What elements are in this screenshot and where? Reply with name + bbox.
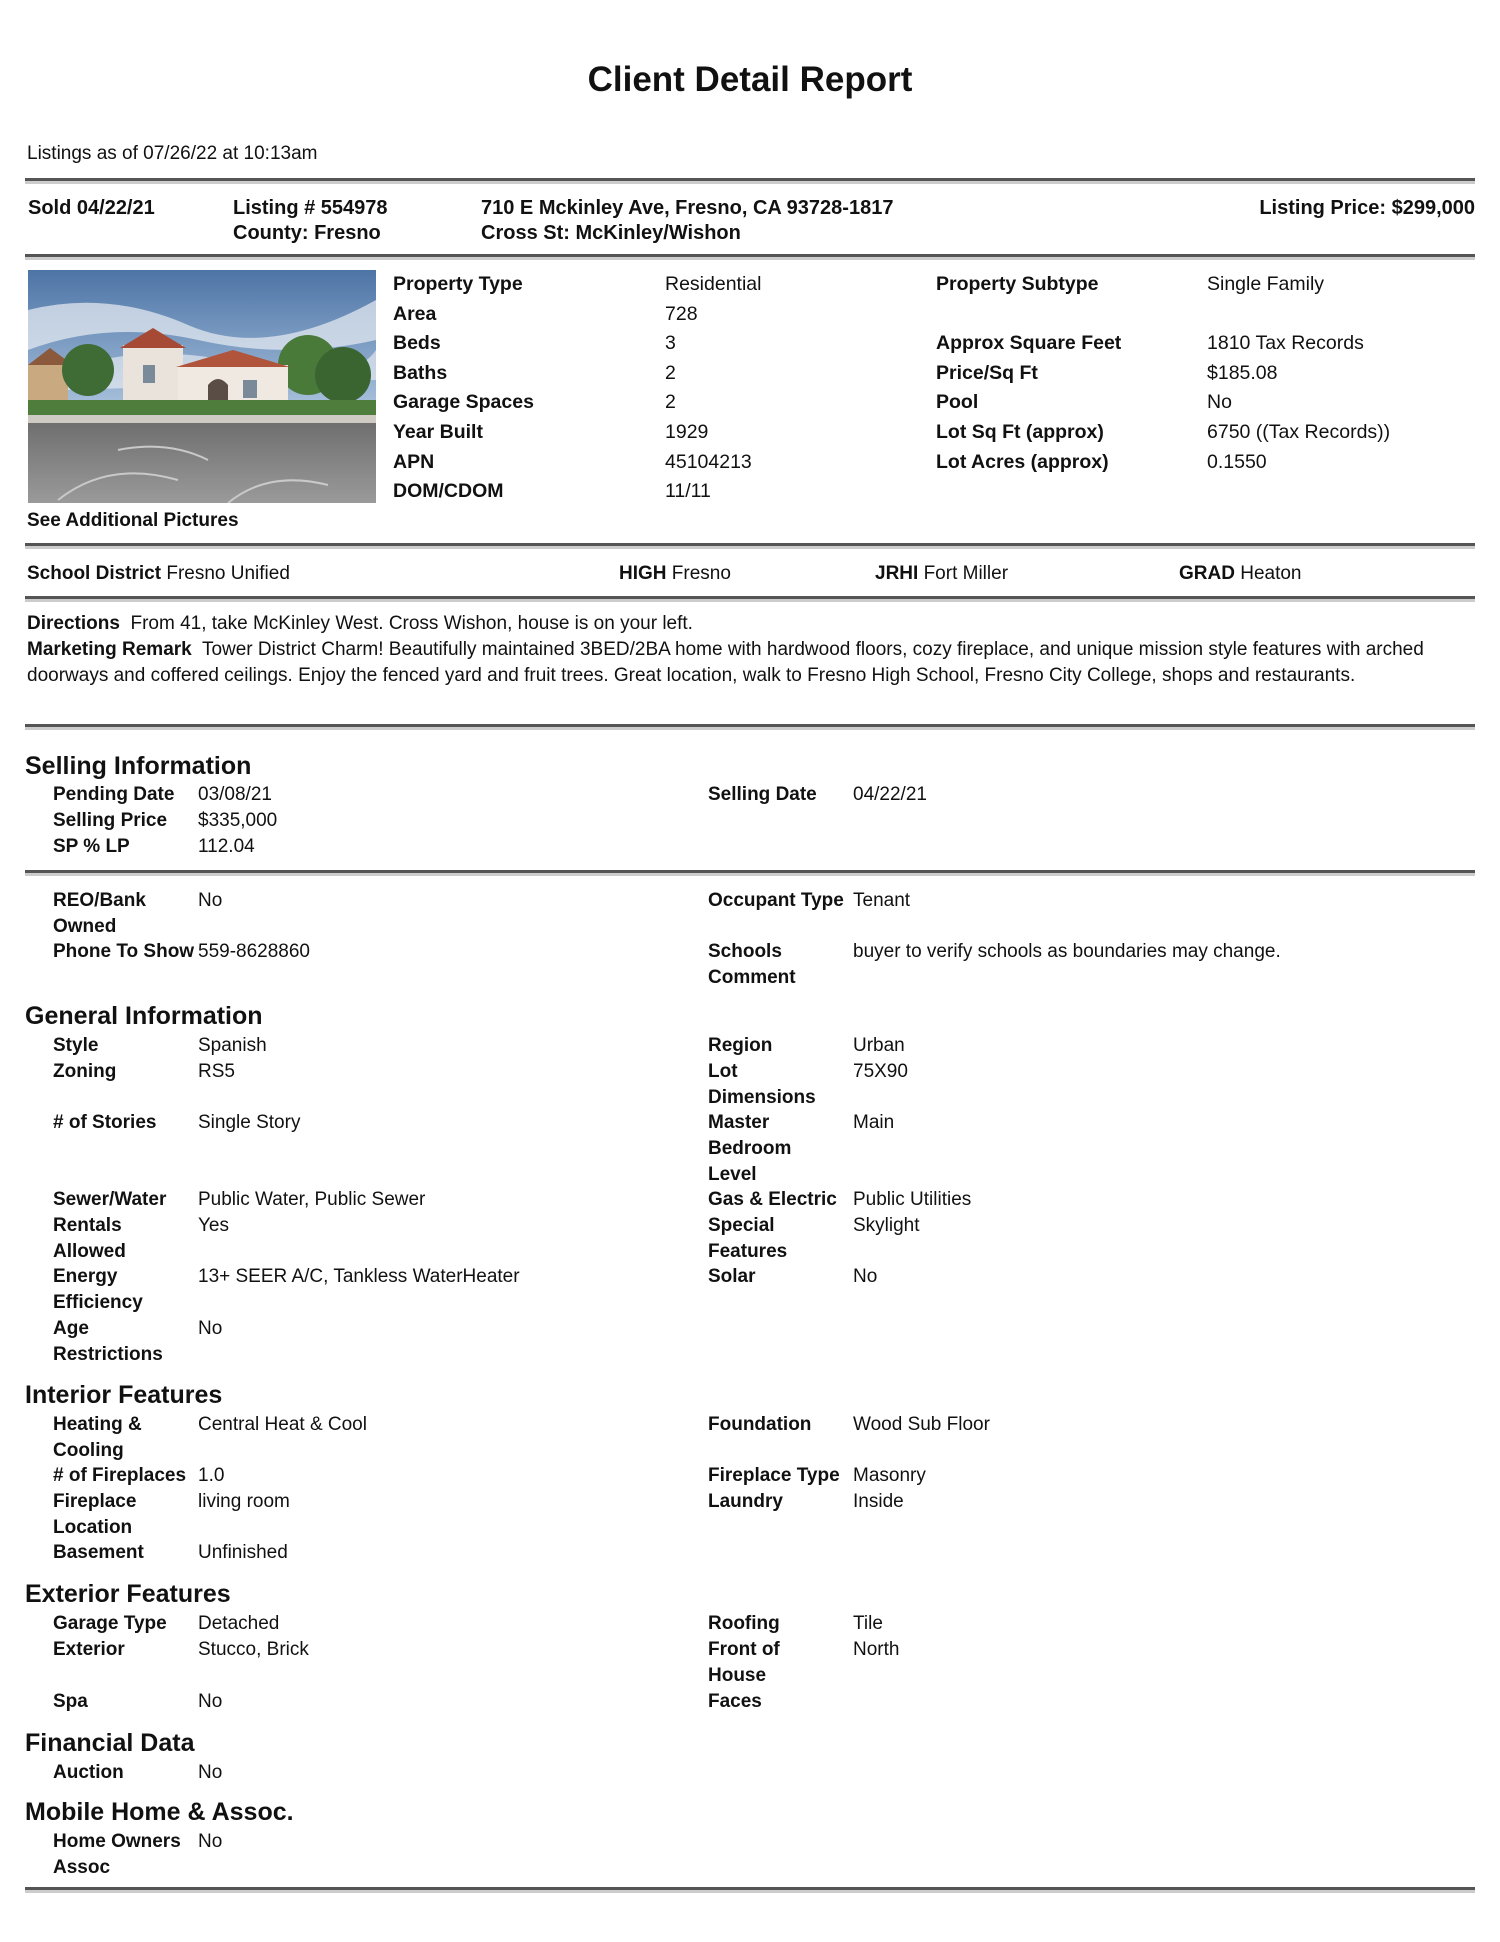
field-value: Skylight bbox=[853, 1215, 920, 1236]
section-heading: Exterior Features bbox=[25, 1580, 231, 1608]
field-label: # of Fireplaces bbox=[53, 1465, 187, 1486]
school-district-label: School District bbox=[27, 563, 162, 584]
property-label: Beds bbox=[393, 332, 441, 355]
field-value: living room bbox=[198, 1491, 290, 1512]
field-label: Style bbox=[53, 1035, 99, 1056]
field-label: # of Stories bbox=[53, 1112, 157, 1133]
property-label: Baths bbox=[393, 361, 448, 384]
section-heading: General Information bbox=[25, 1002, 263, 1030]
listings-as-of: Listings as of 07/26/22 at 10:13am bbox=[27, 143, 318, 164]
field-label: Sewer/Water bbox=[53, 1189, 167, 1210]
field-label: Master Bedroom Level bbox=[708, 1112, 792, 1185]
property-photo[interactable] bbox=[28, 270, 376, 503]
listing-price: Listing Price: $299,000 bbox=[1259, 197, 1475, 219]
grade-school-label: GRAD bbox=[1179, 563, 1235, 584]
marketing-remark bbox=[27, 637, 1473, 689]
remarks-block bbox=[27, 611, 1473, 689]
field-label: SP % LP bbox=[53, 836, 130, 857]
field-label: Lot Dimensions bbox=[708, 1061, 816, 1108]
property-value: 1810 Tax Records bbox=[1207, 332, 1364, 355]
divider bbox=[25, 1887, 1475, 1890]
property-label: Price/Sq Ft bbox=[936, 361, 1038, 384]
property-label: Area bbox=[393, 302, 437, 325]
property-value: 45104213 bbox=[665, 450, 752, 473]
field-value: Main bbox=[853, 1112, 895, 1133]
field-label: REO/Bank Owned bbox=[53, 890, 146, 937]
field-label: Occupant Type bbox=[708, 890, 844, 911]
property-value: 1929 bbox=[665, 420, 709, 443]
property-label: Lot Sq Ft (approx) bbox=[936, 420, 1104, 443]
junior-high-value: Fort Miller bbox=[923, 563, 1009, 584]
field-value: No bbox=[198, 1762, 223, 1783]
property-label: Year Built bbox=[393, 420, 483, 443]
field-value: North bbox=[853, 1639, 900, 1660]
field-value: Spanish bbox=[198, 1035, 267, 1056]
property-label: Approx Square Feet bbox=[936, 332, 1122, 355]
property-value bbox=[1207, 300, 1390, 330]
field-value: No bbox=[198, 1318, 223, 1339]
field-label: Heating & Cooling bbox=[53, 1414, 142, 1461]
directions-label: Directions bbox=[27, 613, 120, 634]
section-heading: Mobile Home & Assoc. bbox=[25, 1798, 294, 1826]
field-value: Urban bbox=[853, 1035, 905, 1056]
field-label: Age Restrictions bbox=[53, 1318, 163, 1365]
field-value: Public Water, Public Sewer bbox=[198, 1189, 426, 1210]
field-label: Fireplace Type bbox=[708, 1465, 840, 1486]
county: County: Fresno bbox=[233, 222, 381, 244]
divider bbox=[25, 596, 1475, 599]
field-value: Central Heat & Cool bbox=[198, 1414, 367, 1435]
field-value: RS5 bbox=[198, 1061, 235, 1082]
property-value: No bbox=[1207, 391, 1232, 414]
property-label: Property Subtype bbox=[936, 273, 1099, 295]
high-school-label: HIGH bbox=[619, 563, 667, 584]
field-value: Wood Sub Floor bbox=[853, 1414, 990, 1435]
field-label: Exterior bbox=[53, 1639, 125, 1660]
property-value: 2 bbox=[665, 361, 676, 384]
school-district-value: Fresno Unified bbox=[166, 563, 290, 584]
sold-date: Sold 04/22/21 bbox=[28, 197, 155, 219]
field-value: Yes bbox=[198, 1215, 229, 1236]
property-label bbox=[936, 300, 1121, 330]
cross-street: Cross St: McKinley/Wishon bbox=[481, 222, 741, 244]
property-value: $185.08 bbox=[1207, 361, 1278, 384]
address: 710 E Mckinley Ave, Fresno, CA 93728-1817 bbox=[481, 197, 894, 219]
divider bbox=[25, 543, 1475, 546]
high-school-value: Fresno bbox=[671, 563, 731, 584]
field-label: Solar bbox=[708, 1266, 756, 1287]
directions-text: From 41, take McKinley West. Cross Wishon, house is on your left. bbox=[130, 613, 693, 634]
section-heading: Selling Information bbox=[25, 752, 252, 780]
property-label: Property Type bbox=[393, 273, 523, 295]
field-label: Laundry bbox=[708, 1491, 783, 1512]
field-value: No bbox=[198, 890, 223, 911]
property-value: Single Family bbox=[1207, 273, 1325, 295]
property-value: 0.1550 bbox=[1207, 450, 1267, 473]
property-value: 2 bbox=[665, 391, 676, 414]
property-value: 3 bbox=[665, 332, 676, 355]
field-value: 13+ SEER A/C, Tankless WaterHeater bbox=[198, 1266, 520, 1287]
field-label: Foundation bbox=[708, 1414, 812, 1435]
field-value: Unfinished bbox=[198, 1542, 288, 1563]
field-value: Detached bbox=[198, 1613, 280, 1634]
report-title: Client Detail Report bbox=[587, 60, 913, 99]
field-label: Roofing bbox=[708, 1613, 780, 1634]
field-value: Inside bbox=[853, 1491, 904, 1512]
field-value: Public Utilities bbox=[853, 1189, 972, 1210]
property-value: 728 bbox=[665, 302, 698, 325]
high-school bbox=[619, 561, 731, 586]
property-label: DOM/CDOM bbox=[393, 480, 504, 503]
grade-school-value: Heaton bbox=[1240, 563, 1302, 584]
junior-high-label: JRHI bbox=[875, 563, 919, 584]
field-label: Home Owners Assoc bbox=[53, 1831, 181, 1878]
field-label: Rentals Allowed bbox=[53, 1215, 126, 1262]
field-label: Special Features bbox=[708, 1215, 788, 1262]
property-left-values bbox=[665, 270, 761, 507]
property-value: 6750 ((Tax Records)) bbox=[1207, 420, 1391, 443]
property-label: Garage Spaces bbox=[393, 391, 534, 414]
field-label: Zoning bbox=[53, 1061, 117, 1082]
field-label: Garage Type bbox=[53, 1613, 167, 1634]
field-label: Pending Date bbox=[53, 784, 175, 805]
field-label: Schools Comment bbox=[708, 941, 796, 988]
marketing-remark-text: Tower District Charm! Beautifully maintained 3BED/2BA home with hardwood floors, cozy fireplace, and unique mission style features with arched doorways and coffered ceilings. Enjoy the fenced yard and fruit trees. Great location, walk to Fresno High School, Fresno City College, shops and restaurants. bbox=[27, 639, 1424, 686]
property-label: Pool bbox=[936, 391, 979, 414]
property-value: 11/11 bbox=[665, 480, 711, 503]
directions bbox=[27, 611, 1473, 637]
divider bbox=[25, 254, 1475, 257]
field-value: 75X90 bbox=[853, 1061, 908, 1082]
field-label: Selling Price bbox=[53, 810, 168, 831]
marketing-remark-label: Marketing Remark bbox=[27, 639, 192, 660]
field-value: Stucco, Brick bbox=[198, 1639, 309, 1660]
field-value: No bbox=[198, 1831, 223, 1852]
field-label: Energy Efficiency bbox=[53, 1266, 143, 1313]
divider bbox=[25, 870, 1475, 873]
field-value: Tenant bbox=[853, 890, 911, 911]
listing-number: Listing # 554978 bbox=[233, 197, 388, 219]
field-label: Phone To Show bbox=[53, 941, 195, 962]
field-value: 559-8628860 bbox=[198, 941, 310, 962]
field-label: Gas & Electric bbox=[708, 1189, 837, 1210]
property-right-values bbox=[1207, 270, 1390, 477]
see-additional-pictures-link[interactable]: See Additional Pictures bbox=[27, 510, 239, 531]
junior-high bbox=[875, 561, 1008, 586]
field-label: Front of House Faces bbox=[708, 1639, 780, 1712]
field-label: Region bbox=[708, 1035, 773, 1056]
divider bbox=[25, 724, 1475, 727]
section-heading: Financial Data bbox=[25, 1729, 195, 1757]
field-label: Basement bbox=[53, 1542, 144, 1563]
school-district bbox=[27, 561, 290, 586]
property-label: Lot Acres (approx) bbox=[936, 450, 1109, 473]
field-label: Selling Date bbox=[708, 784, 817, 805]
divider bbox=[25, 178, 1475, 181]
field-value: Tile bbox=[853, 1613, 883, 1634]
field-value: Single Story bbox=[198, 1112, 301, 1133]
property-left-labels bbox=[393, 270, 534, 507]
field-value: Masonry bbox=[853, 1465, 926, 1486]
field-label: Spa bbox=[53, 1691, 88, 1712]
field-label: Fireplace Location bbox=[53, 1491, 137, 1538]
field-value: buyer to verify schools as boundaries may change. bbox=[853, 941, 1281, 962]
field-value: 1.0 bbox=[198, 1465, 225, 1486]
grade-school bbox=[1179, 561, 1302, 586]
field-value: No bbox=[853, 1266, 878, 1287]
property-right-labels bbox=[936, 270, 1121, 477]
field-value: $335,000 bbox=[198, 810, 278, 831]
field-label: Auction bbox=[53, 1762, 124, 1783]
property-label: APN bbox=[393, 450, 435, 473]
field-value: 04/22/21 bbox=[853, 784, 927, 805]
field-value: 03/08/21 bbox=[198, 784, 272, 805]
field-value: 112.04 bbox=[198, 836, 255, 857]
section-heading: Interior Features bbox=[25, 1381, 223, 1409]
field-value: No bbox=[198, 1691, 223, 1712]
property-value: Residential bbox=[665, 273, 762, 295]
